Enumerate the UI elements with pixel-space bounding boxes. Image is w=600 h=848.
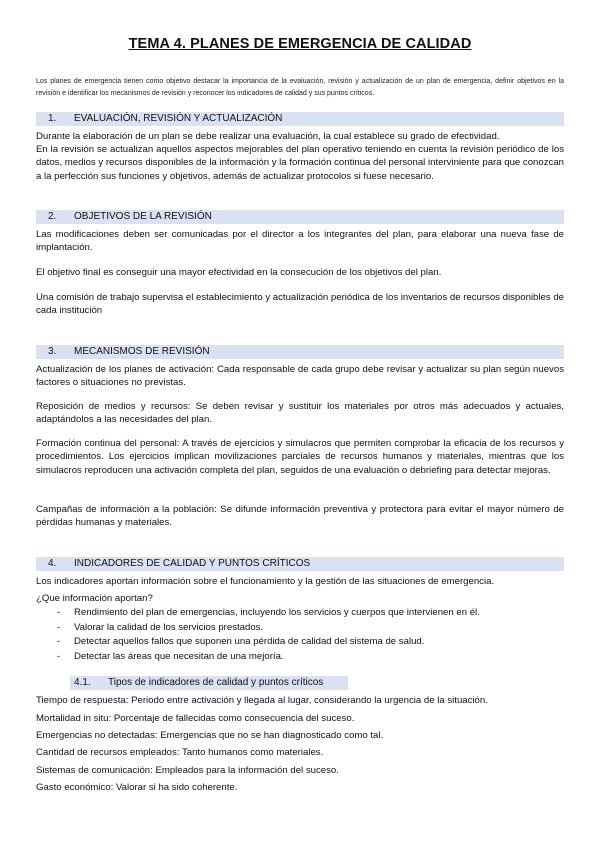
paragraph: Reposición de medios y recursos: Se deben revisar y sustituir los materiales por otros más adecuados y actuales, adaptándolos a las necesidades del plan. <box>36 401 564 426</box>
paragraph: Durante la elaboración de un plan se debe realizar una evaluación, la cual establece su grado de efectividad. <box>36 131 500 142</box>
section-number: 2. <box>48 211 57 222</box>
bullet-list <box>36 606 564 664</box>
section-title: INDICADORES DE CALIDAD Y PUNTOS CRÍTICOS <box>74 558 311 569</box>
paragraph: En la revisión se actualizan aquellos aspectos mejorables del plan operativo teniendo en cuenta la revisión periódico de los datos, medios y recursos disponibles de la información y la formación continua del personal interviniente para que conozcan a la perfección sus funciones y objetivos, además de actualizar protocolos si fuese necesario. <box>36 144 564 182</box>
paragraph: Una comisión de trabajo supervisa el establecimiento y actualización periódica de los inventarios de recursos disponibles de cada institución <box>36 292 564 317</box>
section-number: 4. <box>48 558 57 569</box>
subsection-number: 4.1. <box>74 677 91 688</box>
indicator-line: Emergencias no detectadas: Emergencias que no se han diagnosticado como tal. <box>36 730 384 741</box>
list-item: - Detectar las áreas que necesitan de una mejoría. <box>36 650 564 665</box>
section-number: 3. <box>48 346 57 357</box>
bullet-dash: - <box>57 650 61 662</box>
indicator-line: Sistemas de comunicación: Empleados para la información del suceso. <box>36 765 339 776</box>
section-title: MECANISMOS DE REVISIÓN <box>74 346 210 357</box>
paragraph: Campañas de información a la población: Se difunde información preventiva y protectora para evitar el mayor número de pérdidas humanas y materiales. <box>36 504 564 529</box>
list-item: - Rendimiento del plan de emergencias, incluyendo los servicios y cuerpos que intervienen en él. <box>36 606 564 621</box>
document-title: TEMA 4. PLANES DE EMERGENCIA DE CALIDAD <box>128 36 472 52</box>
paragraph: Actualización de los planes de activación: Cada responsable de cada grupo debe revisar y actualizar su plan según nuevos factores o situaciones no previstas. <box>36 364 564 389</box>
section-2-heading <box>36 210 564 224</box>
paragraph: Las modificaciones deben ser comunicadas por el director a los integrantes del plan, para elaborar una nueva fase de implantación. <box>36 229 564 254</box>
subsection-title: Tipos de indicadores de calidad y puntos críticos <box>108 677 324 688</box>
section-title: OBJETIVOS DE LA REVISIÓN <box>74 211 212 222</box>
indicator-line: Cantidad de recursos empleados: Tanto humanos como materiales. <box>36 747 324 758</box>
bullet-dash: - <box>57 621 61 633</box>
section-number: 1. <box>48 113 57 124</box>
paragraph: Formación continua del personal: A través de ejercicios y simulacros que permiten comprobar la eficacia de los recursos y procedimientos. Los ejercicios implican movilizaciones parciales de recursos humanos y materiales, mientras que los simulacros reproducen una activación completa del plan, seguidos de una evaluación o debriefing para detectar mejoras. <box>36 438 564 476</box>
indicator-line: Tiempo de respuesta: Periodo entre activación y llegada al lugar, considerando la urgencia de la situación. <box>36 695 488 706</box>
bullet-dash: - <box>57 636 61 647</box>
indicator-line: Mortalidad in situ: Porcentaje de fallecidas como consecuencia del suceso. <box>36 713 355 724</box>
paragraph: Los indicadores aportan información sobre el funcionamiento y la gestión de las situaciones de emergencia. <box>36 576 495 587</box>
bullet-dash: - <box>57 607 61 618</box>
paragraph: El objetivo final es conseguir una mayor efectividad en la consecución de los objetivos del plan. <box>36 267 442 278</box>
paragraph: ¿Que información aportan? <box>36 593 153 604</box>
section-title: EVALUACIÓN, REVISIÓN Y ACTUALIZACIÓN <box>74 113 283 124</box>
intro-paragraph: Los planes de emergencia tienen como objetivo destacar la importancia de la evaluación, revisión y actualización de un plan de emergencia, definir objetivos en la revisión e identificar los mecanismos de revisión y reconocer los indicadores de calidad y sus puntos críticos. <box>36 78 564 97</box>
section-1-heading <box>36 112 564 126</box>
indicator-line: Gasto económico: Valorar si ha sido coherente. <box>36 782 238 793</box>
section-4-heading <box>36 557 564 571</box>
subsection-4-1-heading <box>70 676 348 690</box>
list-item: - Detectar aquellos fallos que suponen una pérdida de calidad del sistema de salud. <box>36 635 564 650</box>
list-item: - Valorar la calidad de los servicios prestados. <box>36 621 564 636</box>
section-3-heading <box>36 345 564 359</box>
